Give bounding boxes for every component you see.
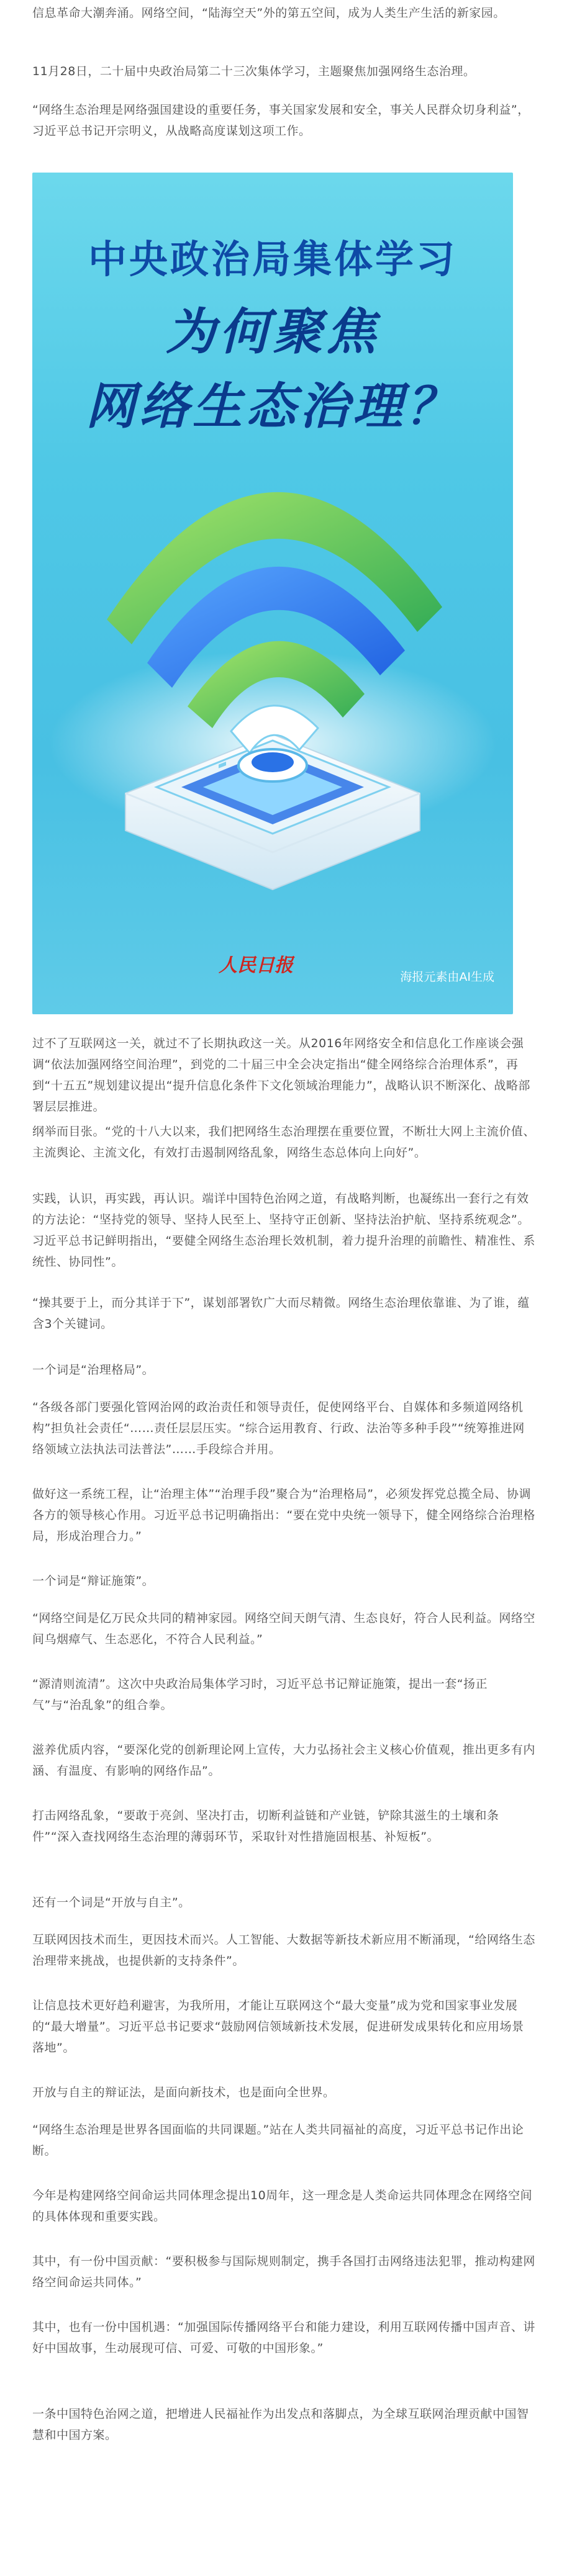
paragraph-quote: “网络生态治理是网络强国建设的重要任务，事关国家发展和安全，事关人民群众切身利益”，习近平总书记开宗明义，从战略高度谋划这项工作。 (32, 103, 530, 138)
paragraph: 一个词是“治理格局”。 (32, 1363, 155, 1377)
poster-image (32, 173, 513, 1014)
poster-title-line1: 中央政治局集体学习 (88, 236, 457, 282)
paragraph: 实践，认识，再实践，再认识。端详中国特色治网之道，有战略判断，也凝练出一套行之有效的方法论：“坚持党的领导、坚持人民至上、坚持守正创新、坚持法治护航、坚持系统观念”。习近平总书记鲜明指出，“要健全网络生态治理长效机制，着力提升治理的前瞻性、精准性、系统性、协同性”。 (32, 1192, 535, 1269)
paragraph: 还有一个词是“开放与自主”。 (32, 1896, 191, 1909)
paragraph: 做好这一系统工程，让“治理主体”“治理手段”聚合为“治理格局”，必须发挥党总揽全局、协调各方的领导核心作用。习近平总书记明确指出：“要在党中央统一领导下，健全网络综合治理格局，形成治理合力。” (32, 1487, 535, 1543)
paragraph: 纲举而目张。“党的十八大以来，我们把网络生态治理摆在重要位置，不断壮大网上主流价值、主流舆论、主流文化，有效打击遏制网络乱象，网络生态总体向上向好”。 (32, 1125, 535, 1160)
paragraph: 一条中国特色治网之道，把增进人民福祉作为出发点和落脚点，为全球互联网治理贡献中国智慧和中国方案。 (32, 2407, 529, 2442)
paragraph: 一个词是“辩证施策”。 (32, 1574, 155, 1588)
peoples-daily-logo: 人民日报 (219, 955, 293, 976)
paragraph: 其中，有一份中国贡献：“要积极参与国际规则制定，携手各国打击网络违法犯罪，推动构建网络空间命运共同体。” (32, 2254, 535, 2289)
paragraph: “网络生态治理是世界各国面临的共同课题。”站在人类共同福祉的高度，习近平总书记作出论断。 (32, 2123, 524, 2158)
paragraph-intro: 信息革命大潮奔涌。网络空间，“陆海空天”外的第五空间，成为人类生产生活的新家园。 (32, 6, 506, 20)
paragraph: “各级各部门要强化管网治网的政治责任和领导责任，促使网络平台、自媒体和多频道网络机构”担负社会责任“……责任层层压实。“综合运用教育、行政、法治等多种手段”“统筹推进网络领域立法执法司法普法”……手段综合并用。 (32, 1400, 525, 1456)
poster-title-line2: 为何聚焦 (166, 303, 379, 361)
poster-title-line3: 网络生态治理？ (86, 377, 460, 435)
paragraph: “网络空间是亿万民众共同的精神家园。网络空间天朗气清、生态良好，符合人民利益。网络空间乌烟瘴气、生态恶化，不符合人民利益。” (32, 1611, 535, 1646)
paragraph: 打击网络乱象，“要敢于亮剑、坚决打击，切断利益链和产业链，铲除其滋生的土壤和条件”“深入查找网络生态治理的薄弱环节，采取针对性措施固根基、补短板”。 (32, 1809, 499, 1844)
paragraph-date: 11月28日，二十届中央政治局第二十三次集体学习，主题聚焦加强网络生态治理。 (32, 65, 476, 78)
paragraph: “操其要于上，而分其详于下”，谋划部署钦广大而尽精微。网络生态治理依靠谁、为了谁，蕴含3个关键词。 (32, 1296, 530, 1331)
paragraph: 过不了互联网这一关，就过不了长期执政这一关。从2016年网络安全和信息化工作座谈会强调“依法加强网络空间治理”，到党的二十届三中全会决定指出“健全网络综合治理体系”，再到“十五五”规划建议提出“提升信息化条件下文化领域治理能力”，战略认识不断深化、战略部署层层推进。 (32, 1037, 530, 1114)
paragraph: “源清则流清”。这次中央政治局集体学习时，习近平总书记辩证施策，提出一套“扬正气”与“治乱象”的组合拳。 (32, 1677, 488, 1712)
paragraph: 互联网因技术而生，更因技术而兴。人工智能、大数据等新技术新应用不断涌现，“给网络生态治理带来挑战，也提供新的支持条件”。 (32, 1933, 535, 1968)
paragraph: 今年是构建网络空间命运共同体理念提出10周年，这一理念是人类命运共同体理念在网络空间的具体体现和重要实践。 (32, 2189, 533, 2223)
paragraph: 滋养优质内容，“要深化党的创新理论网上宣传，大力弘扬社会主义核心价值观，推出更多有内涵、有温度、有影响的网络作品”。 (32, 1743, 535, 1778)
paragraph: 开放与自主的辩证法，是面向新技术，也是面向全世界。 (32, 2086, 335, 2099)
poster-credit: 海报元素由AI生成 (400, 970, 494, 984)
paragraph: 让信息技术更好趋利避害，为我所用，才能让互联网这个“最大变量”成为党和国家事业发展的“最大增量”。习近平总书记要求“鼓励网信领域新技术发展，促进研发成果转化和应用场景落地”。 (32, 1999, 524, 2055)
paragraph: 其中，也有一份中国机遇：“加强国际传播网络平台和能力建设，利用互联网传播中国声音、讲好中国故事，生动展现可信、可爱、可敬的中国形象。” (32, 2320, 535, 2355)
